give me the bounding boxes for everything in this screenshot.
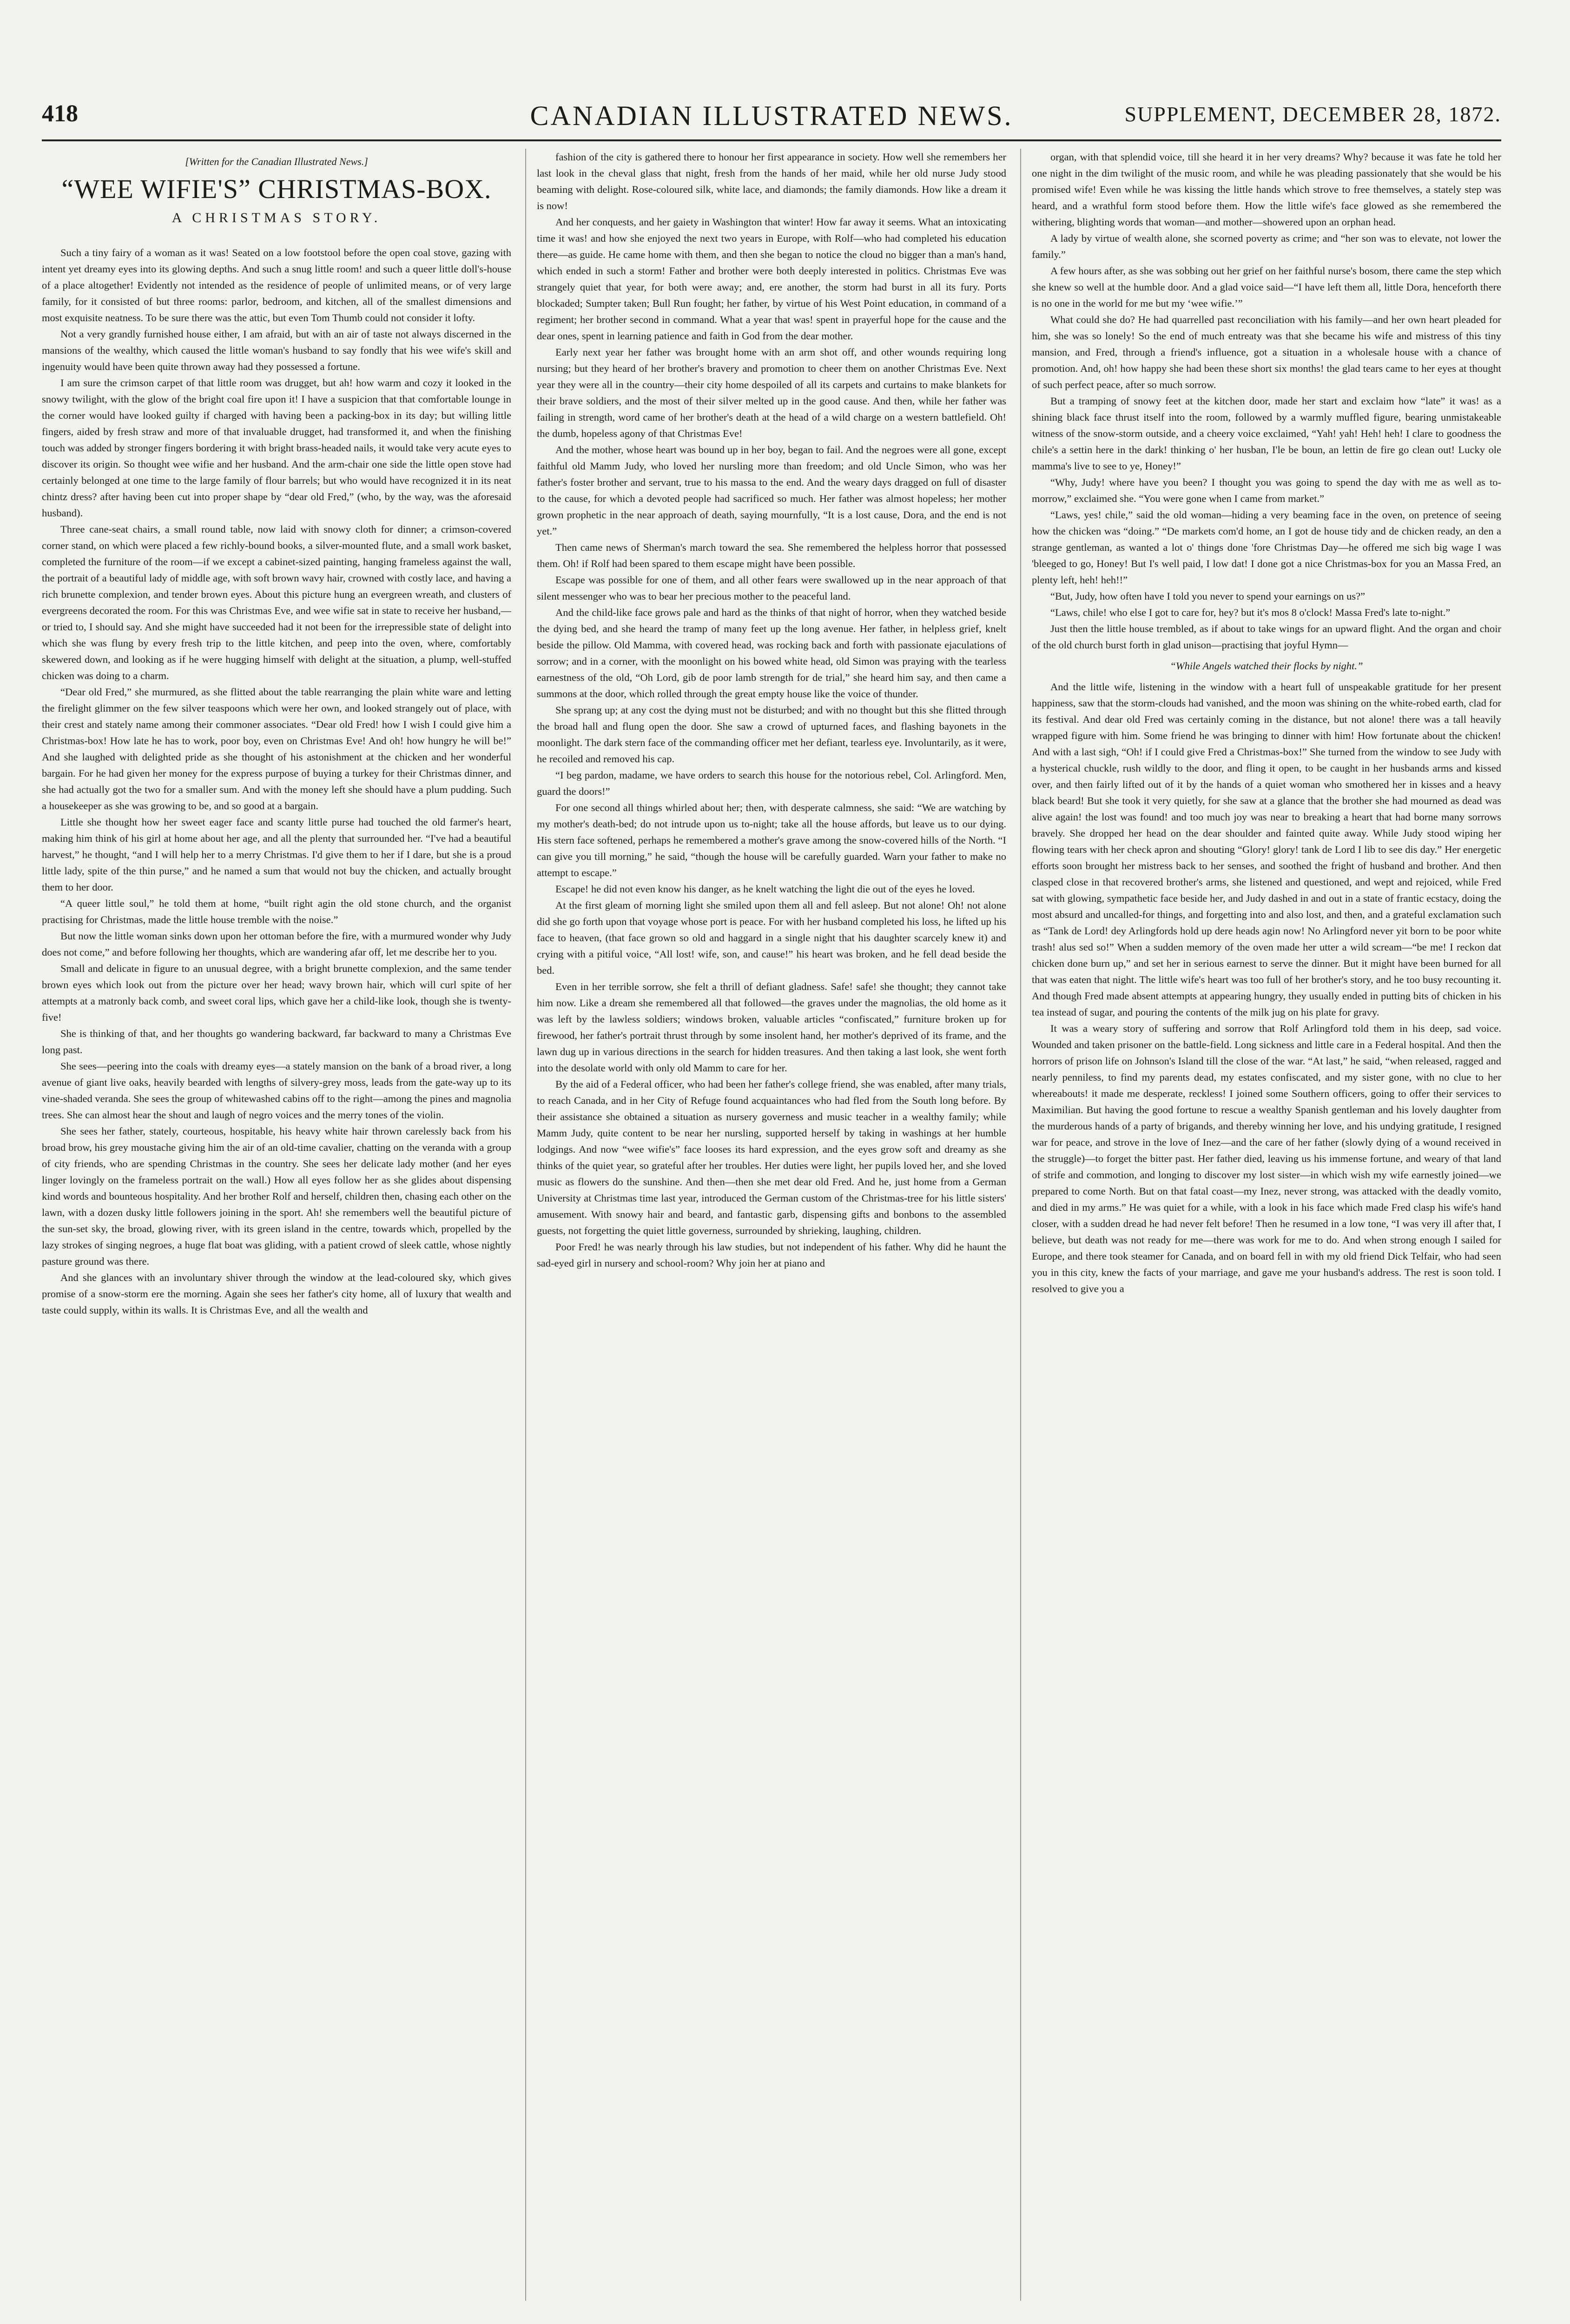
- column-divider: [525, 149, 526, 2301]
- column-2: [537, 149, 1006, 2305]
- paragraph: By the aid of a Federal officer, who had been her father's college friend, she was enabled, after many trials, to reach Canada, and in her City of Refuge found acquaintances who had fled from the South long before. By their assistance she obtained a situation as nursery governess and music teacher in a wealthy family; while Mamm Judy, quite content to be near her nursling, supported herself by taking in washings at her humble lodgings. And now “wee wifie's” face looses its hard expression, and the eyes grow soft and dreamy as she thinks of the quiet year, so grateful after her troubles. Her duties were light, her pupils loved her, and she loved music as flowers do the sunshine. And then—then she met dear old Fred. And he, just home from a German University at Christmas time last year, introduced the German custom of the Christmas-tree for his little sisters' amusement. With snowy hair and beard, and fantastic garb, dispensing gifts and bonbons to the assembled guests, not forgetting the quiet little governess, surrounded by shrieking, laughing, children.: [537, 1078, 1006, 1236]
- paragraph: For one second all things whirled about her; then, with desperate calmness, she said: “We are watching by my mother's death-bed; do not intrude upon us to-night; take all the house affords, but leave us to our dying. His stern face softened, perhaps he remembered a mother's grave among the snow-covered hills of the North. “I can give you till morning,” he said, “though the house will be carefully guarded. Warn your father to make no attempt to escape.”: [537, 802, 1006, 878]
- paragraph: “While Angels watched their flocks by night.”: [1170, 660, 1363, 672]
- paragraph: And the little wife, listening in the window with a heart full of unspeakable gratitude for her present happiness, saw that the storm-clouds had vanished, and the moon was shining on the white-robed earth, clad for its festival. And dear old Fred was certainly coming in the distance, but not alone! there was a tall heavily wrapped figure with him. Some friend he was bringing to dinner with him! How fortunate about the chicken! And with a last sigh, “Oh! if I could give Fred a Christmas-box!” She turned from the window to see Judy with a hysterical chuckle, rush wildly to the door, and fling it open, to be caught in her husbands arms and kissed over, and then fairly lifted out of it by the hands of a quiet woman who smothered her in kisses and a heavy black beard! But she took it very quietly, for she saw at a glance that the brother she had mourned as dead was alive again! the lost was found! and too much joy was near to breaking a heart that had borne many sorrows bravely. She dropped her head on the dear shoulder and fainted quite away. While Judy stood wiping her flowing tears with her check apron and shouting “Glory! glory! tank de Lord I lib to see dis day.” Her energetic efforts soon brought her mistress back to her senses, and soothed the fright of husband and brother. And then clasped close in that recovered brother's arms, she listened and questioned, and wept and rejoiced, while Fred sat with glowing, sympathetic face beside her, and Judy dashed in and out in a state of frantic ecstacy, doing the most absurd and uncalled-for things, and forgetting into and also lost, and then, and a grateful exclamation such as “Tank de Lord! dey Arlingfords hold up dere heads agin now! No Arlingford never yit born to be poor white trash! alus sed so!” When a sudden memory of the oven made her utter a wild scream—“be me! I reckon dat chicken done burn up,” and set her in serious earnest to serve the dinner. But it might have been burned for all that was eaten that night. The little wife's heart was too full of her brother's story, and he too busy recounting it. And though Fred made absent attempts at appearing hungry, they usually ended in putting bits of chicken in his tea instead of sugar, and pouring the contents of the milk jug on his plate for gravy.: [1032, 681, 1501, 1018]
- paragraph: And she glances with an involuntary shiver through the window at the lead-coloured sky, which gives promise of a snow-storm ere the morning. Again she sees her father's city home, all of luxury that wealth and taste could supply, within its walls. It is Christmas Eve, and all the wealth and: [42, 1272, 511, 1316]
- paragraph: Escape! he did not even know his danger, as he knelt watching the light die out of the eyes he loved.: [555, 883, 975, 895]
- paragraph: But now the little woman sinks down upon her ottoman before the fire, with a murmured wonder why Judy does not come,” and before following her thoughts, which are wandering afar off, let me describe her to you.: [42, 930, 511, 958]
- paragraph: I am sure the crimson carpet of that little room was drugget, but ah! how warm and cozy it looked in the snowy twilight, with the glow of the bright coal fire upon it! I have a suspicion that that comfortable lounge in the corner would have looked guilty if charged with having been a packing-box in its day; but willing little fingers, aided by fresh straw and more of that invaluable drugget, had transformed it, and when the finishing touch was added by stronger fingers bordering it with bright brass-headed nails, it would take very acute eyes to discover its origin. So thought wee wifie and her husband. And the arm-chair one side the little open stove had certainly belonged at one time to the large family of flour barrels; but who would have recognized it in its neat chintz dress? after having been cut into proper shape by “dear old Fred,” (who, by the way, was the aforesaid husband).: [42, 377, 511, 519]
- paragraph: Early next year her father was brought home with an arm shot off, and other wounds requiring long nursing; but they heard of her brother's bravery and promotion to cheer them on another Christmas Eve. Next year they were all in the country—their city home despoiled of all its carpets and curtains to make blankets for their brave soldiers, and the most of their silver melted up in the good cause. And then, while her father was failing in strength, word came of her brother's death at the head of a wild charge on a western battlefield. Oh! the dumb, hopeless agony of that Christmas Eve!: [537, 346, 1006, 439]
- paragraph: “A queer little soul,” he told them at home, “built right agin the old stone church, and the organist practising for Christmas, made the little house tremble with the noise.”: [42, 898, 511, 925]
- paragraph: Small and delicate in figure to an unusual degree, with a bright brunette complexion, and the same tender brown eyes which look out from the picture over her head; wavy brown hair, which will curl spite of her attempts at a matronly back comb, and sweet coral lips, which gave her a child-like look, though she is twenty-five!: [42, 963, 511, 1023]
- supplement-date: SUPPLEMENT, DECEMBER 28, 1872.: [1124, 102, 1501, 126]
- paragraph: She sees—peering into the coals with dreamy eyes—a stately mansion on the bank of a broad river, a long avenue of giant live oaks, heavily bearded with lengths of silvery-grey moss, leads from the gate-way up to its vine-shaded veranda. She sees the group of whitewashed cabins off to the right—among the pines and magnolia trees. She can almost hear the shout and laugh of negro voices and the merry tones of the violin.: [42, 1060, 511, 1121]
- paragraph: But a tramping of snowy feet at the kitchen door, made her start and exclaim how “late” it was! as a shining black face thrust itself into the room, followed by a warmly muffled figure, bearing unmistakeable witness of the snow-storm outside, and a cheery voice exclaimed, “Yah! yah! Heh! heh! I clare to goodness the chile's a settin here in the dark! thinking o' her husban, I'le be boun, an lettin de fire go clean out! Lucky ole mamma's live to see to ye, Honey!”: [1032, 395, 1501, 472]
- paragraph: organ, with that splendid voice, till she heard it in her very dreams? Why? because it was fate he told her one night in the dim twilight of the music room, and while he was pleading passionately that she would be his promised wife! Even while he was kissing the little hands which strove to free themselves, a stately step was heard, and a wrathful form stood before them. How the little wife's face glowed as she remembered the withering, blighting words that woman—and mother—showered upon an orphan head.: [1032, 151, 1501, 228]
- paragraph: She sees her father, stately, courteous, hospitable, his heavy white hair thrown carelessly back from his broad brow, his grey moustache giving him the air of an old-time cavalier, chatting on the veranda with a group of city friends, who are spending Christmas in the country. She sees her delicate lady mother (and her eyes linger lovingly on the frameless portrait on the wall.) How all eyes follow her as she glides about dispensing kind words and bounteous hospitality. And her brother Rolf and herself, children then, chasing each other on the lawn, with a dozen dusky little followers joining in the sport. Ah! she remembers well the beautiful picture of the sun-set sky, the broad, glowing river, with its green island in the centre, towards which, propelled by the lazy strokes of singing negroes, a huge flat boat was gliding, with a patient crowd of sleek cattle, whose nightly pasture ground was there.: [42, 1125, 511, 1267]
- column-3-text: [1032, 149, 1501, 1297]
- column-1: [42, 149, 511, 2305]
- page-number: 418: [42, 100, 78, 127]
- story-title: “WEE WIFIE'S” CHRISTMAS-BOX.: [61, 174, 492, 204]
- column-2-text: [537, 149, 1006, 1271]
- paragraph: Not a very grandly furnished house either, I am afraid, but with an air of taste not always discerned in the mansions of the wealthy, which caused the little woman's husband to say fondly that his wee wife's skill and ingenuity would have been quite thrown away had they possessed a fortune.: [42, 328, 511, 372]
- column-3: [1032, 149, 1501, 2305]
- paragraph: She is thinking of that, and her thoughts go wandering backward, far backward to many a Christmas Eve long past.: [42, 1028, 511, 1056]
- paragraph: A lady by virtue of wealth alone, she scorned poverty as crime; and “her son was to elevate, not lower the family.”: [1032, 232, 1501, 260]
- paragraph: And the mother, whose heart was bound up in her boy, began to fail. And the negroes were all gone, except faithful old Mamm Judy, who loved her nursling more than freedom; and old Uncle Simon, who was her father's foster brother and servant, true to his massa to the end. And the weary days dragged on full of disaster to the cause, for which a devoted people had sacrificed so much. Her father was almost hopeless; her mother grown prophetic in the near approach of death, saying mournfully, “It is a lost cause, Dora, and the end is not yet.”: [537, 444, 1006, 537]
- paragraph: Such a tiny fairy of a woman as it was! Seated on a low footstool before the open coal stove, gazing with intent yet dreamy eyes into its glowing depths. And such a snug little room! and such a queer little doll's-house of a place altogether! Evidently not intended as the residence of people of unlimited means, or of very large family, for it consisted of but three rooms: parlor, bedroom, and kitchen, all of the smallest dimensions and most exquisite neatness. To be sure there was the attic, but even Tom Thumb could not consider it lofty.: [42, 247, 511, 324]
- paragraph: And the child-like face grows pale and hard as the thinks of that night of horror, when they watched beside the dying bed, and she heard the tramp of many feet up the long avenue. Her father, in helpless grief, knelt beside the pillow. Old Mamma, with covered head, was rocking back and forth with passionate ejaculations of sorrow; and in a corner, with the moonlight on his bowed white head, old Simon was praying with the tearless earnestness of the old, “Oh Lord, gib de poor lamb strength for de trial,” she heard him say, and then came a summons at the door, which rolled through the great empty house like the voice of thunder.: [537, 607, 1006, 700]
- paragraph: It was a weary story of suffering and sorrow that Rolf Arlingford told them in his deep, sad voice. Wounded and taken prisoner on the battle-field. Long sickness and little care in a Federal hospital. And then the horrors of prison life on Johnson's Island till the close of the war. “At last,” he said, “when released, ragged and nearly penniless, to find my parents dead, my estates confiscated, and my sister gone, with no clue to her whereabouts! it made me desperate, reckless! I joined some Southern officers, going to offer their services to Maximilian. But having the good fortune to rescue a wealthy Spanish gentleman and his lovely daughter from the murderous hands of a party of brigands, and thereby winning her love, and his undying gratitude, I resigned war for peace, and strove in the love of Inez—and the care of her father (slowly dying of a wound received in the struggle)—to forget the bitter past. Her father died, leaving us his immense fortune, and weary of that land of strife and commotion, and longing to discover my lost sister—in which wish my wife earnestly joined—we prepared to come North. But on that fatal coast—my Inez, never strong, was attacked with the deadly vomito, and died in my arms.” He was quiet for a while, with a look in his face which made Fred clasp his wife's hand closer, with a sudden dread he had never felt before! Then he resumed in a low tone, “I was very ill after that, I believe, but death was not ready for me—there was work for me to do. And when strong enough I sailed for Europe, and there took steamer for Canada, and on board fell in with my old friend Dick Telfair, who had seen you in this city, knew the facts of your marriage, and gave me your husband's address. The rest is soon told. I resolved to give you a: [1032, 1023, 1501, 1294]
- paragraph: “I beg pardon, madame, we have orders to search this house for the notorious rebel, Col. Arlingford. Men, guard the doors!”: [537, 769, 1006, 797]
- paragraph: fashion of the city is gathered there to honour her first appearance in society. How well she remembers her last look in the cheval glass that night, fresh from the hands of her maid, while her old nurse Judy stood beaming with delight. Rose-coloured silk, white lace, and diamonds; the family diamonds. How like a dream it is now!: [537, 151, 1006, 211]
- paragraph: And her conquests, and her gaiety in Washington that winter! How far away it seems. What an intoxicating time it was! and how she enjoyed the next two years in Europe, with Rolf—who had completed his education there—as guide. He came home with them, and then she began to notice the cloud no bigger than a man's hand, which ended in such a storm! Father and brother were both deeply interested in politics. Christmas Eve was strangely quiet that year, for both were away; and, ere another, the storm had burst in all its fury. Ports blockaded; Sumpter taken; Bull Run fought; her father, by virtue of his West Point education, in command of a regiment; her brother second in command. What a year that was! spent in prayerful hope for the cause and the dear ones, spent in learning patience and faith in God from the dear mother.: [537, 216, 1006, 342]
- paragraph: “But, Judy, how often have I told you never to spend your earnings on us?”: [1050, 590, 1366, 602]
- story-subtitle: A CHRISTMAS STORY.: [172, 210, 382, 225]
- paragraph: “Dear old Fred,” she murmured, as she flitted about the table rearranging the plain white ware and letting the firelight glimmer on the few silver teaspoons which were her own, and looked strangely out of place, with their crest and stately name among their commoner associates. “Dear old Fred! how I wish I could give him a Christmas-box! How late he has to work, poor boy, even on Christmas Eve! And oh! how hungry he will be!” And she laughed with delighted pride as she thought of his astonishment at the chicken and her wonderful bargain. For he had given her money for the express purpose of buying a turkey for their Christmas dinner, and she had actually got the two for a smaller sum. And with the money left she should have a plum pudding. Such a housekeeper as she was growing to be, and so good at a bargain.: [42, 686, 511, 812]
- paragraph: What could she do? He had quarrelled past reconciliation with his family—and her own heart pleaded for him, she was so lonely! So the end of much entreaty was that she became his wife and mistress of this tiny mansion, and Fred, through a friend's influence, got a situation in a wholesale house with a chance of promotion. And, oh! how happy she had been these short six months! the glad tears came to her eyes at thought of such perfect peace, after so much sorrow.: [1032, 314, 1501, 390]
- paragraph: Even in her terrible sorrow, she felt a thrill of defiant gladness. Safe! safe! she thought; they cannot take him now. Like a dream she remembered all that followed—the graves under the magnolias, the old home as it was left by the lawless soldiers; windows broken, valuable articles “confiscated,” furniture broken up for firewood, her father's portrait thrust through by some insolent hand, her mother's deprived of its frame, and the lawn dug up in various directions in the search for hidden treasures. And then taking a last look, she went forth into the desolate world with only old Mamm to care for her.: [537, 981, 1006, 1074]
- paragraph: A few hours after, as she was sobbing out her grief on her faithful nurse's bosom, there came the step which she knew so well at the humble door. And a glad voice said—“I have left them all, little Dora, henceforth there is no one in the world for me but my ‘wee wifie.’”: [1032, 265, 1501, 309]
- paragraph: “Laws, chile! who else I got to care for, hey? but it's mos 8 o'clock! Massa Fred's late to-night.”: [1050, 607, 1451, 618]
- paragraph: Then came news of Sherman's march toward the sea. She remembered the helpless horror that possessed them. Oh! if Rolf had been spared to them escape might have been possible.: [537, 541, 1006, 569]
- paragraph: Just then the little house trembled, as if about to take wings for an upward flight. And the organ and choir of the old church burst forth in glad unison—practising that joyful Hymn—: [1032, 623, 1501, 651]
- paragraph: At the first gleam of morning light she smiled upon them all and fell asleep. But not alone! Oh! not alone did she go forth upon that voyage whose port is peace. For with her husband completed his loss, he lifted up his face to heaven, (that face grown so old and haggard in a single night that his daughter scarcely knew it) and crying with a pitiful voice, “All lost! wife, son, and cause!” his heart was broken, and he fell dead beside the bed.: [537, 899, 1006, 976]
- paragraph: Poor Fred! he was nearly through his law studies, but not independent of his father. Why did he haunt the sad-eyed girl in nursery and school-room? Why join her at piano and: [537, 1241, 1006, 1269]
- column-1-text: [42, 244, 511, 1318]
- paragraph: “Why, Judy! where have you been? I thought you was going to spend the day with me as well as to-morrow,” exclaimed she. “You were gone when I came from market.”: [1032, 476, 1501, 504]
- header-rule: [42, 139, 1501, 141]
- source-note: [Written for the Canadian Illustrated News.]: [185, 156, 368, 167]
- newspaper-title: CANADIAN ILLUSTRATED NEWS.: [530, 100, 1013, 131]
- paragraph: Three cane-seat chairs, a small round table, now laid with snowy cloth for dinner; a crimson-covered corner stand, on which were placed a few richly-bound books, a silver-mounted flute, and a small work basket, completed the furniture of the room—if we except a cabinet-sized painting, hanging frameless against the wall, the portrait of a beautiful lady of middle age, with soft brown wavy hair, crowned with costly lace, and having a rich brunette complexion, and tender brown eyes. About this picture hung an evergreen wreath, and clusters of evergreens decorated the room. For this was Christmas Eve, and wee wifie sat in state to receive her husband,—or tried to, I should say. And she might have succeeded had it not been for the irrepressible state of delight into which she was flung by every fresh trip to the little kitchen, and peep into the oven, where, comfortably skewered down, and looking as if he were hugging himself with delight at the situation, a plump, well-stuffed chicken was doing to a charm.: [42, 523, 511, 681]
- paragraph: Escape was possible for one of them, and all other fears were swallowed up in the near approach of that silent messenger who was to bear her precious mother to the peaceful land.: [537, 574, 1006, 602]
- paragraph: She sprang up; at any cost the dying must not be disturbed; and with no thought but this she flitted through the broad hall and flung open the door. She saw a crowd of upturned faces, and flashing bayonets in the moonlight. The dark stern face of the commanding officer met her defiant, tearless eye. Involuntarily, as it were, he recoiled and removed his cap.: [537, 704, 1006, 765]
- paragraph: “Laws, yes! chile,” said the old woman—hiding a very beaming face in the oven, on pretence of seeing how the chicken was “doing.” “De markets com'd home, an I got de house tidy and de chicken ready, an den a strange gentleman, as wanted a lot o' things done 'fore Christmas Day—he offered me sich big wage I was 'bleeged to go, Honey! But I's well paid, I low dat! I done got a nice Christmas-box for you an Massa Fred, an plenty left, heh! heh!!”: [1032, 509, 1501, 586]
- paragraph: Little she thought how her sweet eager face and scanty little purse had touched the old farmer's heart, making him think of his girl at home about her age, and all the plenty that surrounded her. “I've had a beautiful harvest,” he thought, “and I will help her to a merry Christmas. I'd give them to her if I dare, but she is a proud little lady, spite of the thin purse,” and he named a sum that would not buy the chicken, and actually brought them to her door.: [42, 816, 511, 893]
- page-header: [42, 100, 1501, 132]
- column-divider: [1020, 149, 1021, 2301]
